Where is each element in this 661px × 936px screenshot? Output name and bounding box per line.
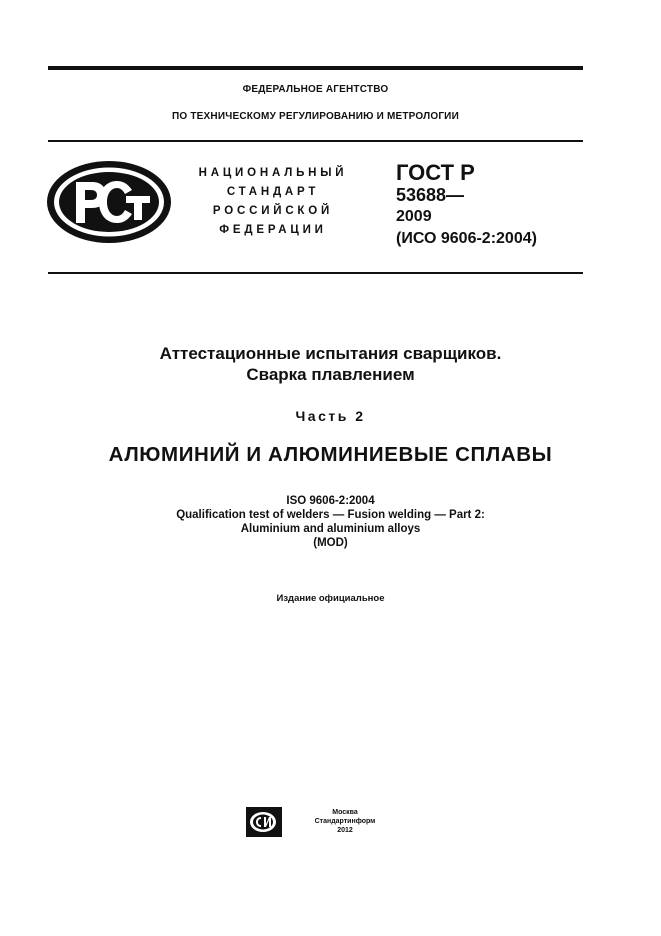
standard-label-line-2: СТАНДАРТ xyxy=(226,186,320,198)
agency-line-1: ФЕДЕРАЛЬНОЕ АГЕНТСТВО xyxy=(242,84,389,95)
top-rule xyxy=(48,66,583,70)
document-subtitle: АЛЮМИНИЙ И АЛЮМИНИЕВЫЕ СПЛАВЫ xyxy=(108,443,553,466)
iso-reference: ISO 9606-2:2004 xyxy=(286,495,375,507)
document-title-line-2: Сварка плавлением xyxy=(246,365,415,384)
publisher-name: Стандартинформ xyxy=(314,818,376,825)
header-bottom-rule xyxy=(48,272,583,274)
iso-modification: (MOD) xyxy=(313,537,348,549)
standartinform-logo-icon xyxy=(246,807,282,837)
standard-label-line-1: НАЦИОНАЛЬНЫЙ xyxy=(198,167,348,179)
gost-designation: ГОСТ Р xyxy=(396,160,475,185)
rst-certification-logo xyxy=(46,160,172,244)
part-label: Часть 2 xyxy=(295,408,366,424)
standartinform-logo xyxy=(246,807,282,837)
standard-label-line-3: РОССИЙСКОЙ xyxy=(212,205,334,217)
publisher-year: 2012 xyxy=(337,827,353,834)
rst-logo-icon xyxy=(46,160,172,244)
standard-label-line-4: ФЕДЕРАЦИИ xyxy=(219,224,327,236)
iso-title-line-2: Aluminium and aluminium alloys xyxy=(240,523,421,535)
edition-label: Издание официальное xyxy=(276,593,385,604)
document-title-line-1: Аттестационные испытания сварщиков. xyxy=(159,344,502,363)
gost-year: 2009 xyxy=(396,208,432,225)
iso-title-line-1: Qualification test of welders — Fusion welding — Part 2: xyxy=(176,509,485,521)
header-divider xyxy=(48,140,583,142)
publisher-city: Москва xyxy=(332,809,358,816)
agency-line-2: ПО ТЕХНИЧЕСКОМУ РЕГУЛИРОВАНИЮ И МЕТРОЛОГИИ xyxy=(172,111,459,122)
gost-number: 53688— xyxy=(396,185,465,205)
iso-equivalent: (ИСО 9606-2:2004) xyxy=(396,230,537,247)
